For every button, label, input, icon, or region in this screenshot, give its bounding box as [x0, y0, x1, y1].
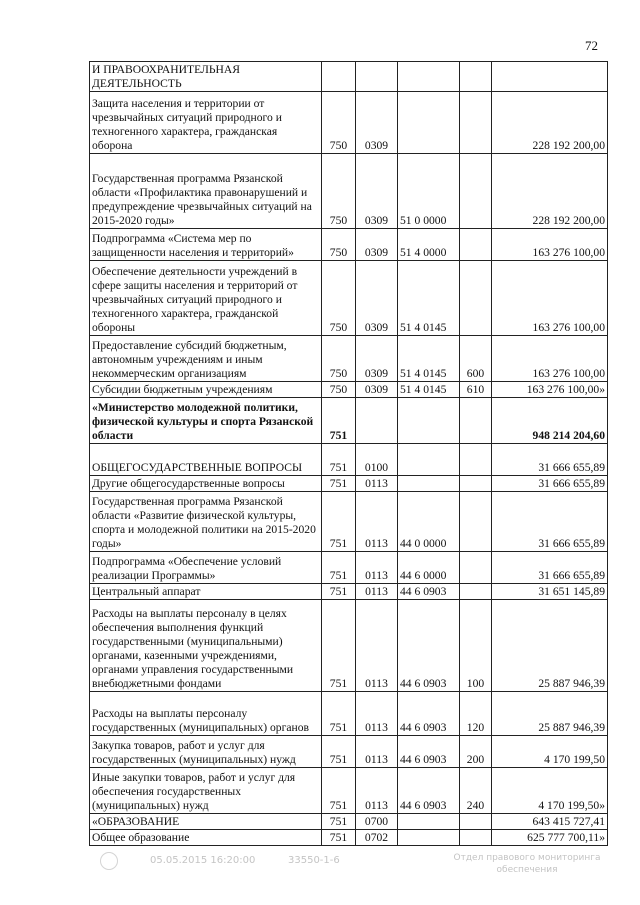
- row-vr: [460, 552, 492, 584]
- row-vr: [460, 261, 492, 336]
- row-vr: 120: [460, 692, 492, 736]
- row-sum: 4 170 199,50»: [492, 768, 608, 814]
- row-vr: [460, 476, 492, 492]
- row-vr: 600: [460, 336, 492, 382]
- row-csr: 51 4 0145: [398, 336, 460, 382]
- row-sum: 31 666 655,89: [492, 476, 608, 492]
- row-rz: [356, 398, 398, 444]
- row-csr: [398, 814, 460, 830]
- row-vr: [460, 492, 492, 552]
- row-csr: 44 6 0903: [398, 600, 460, 692]
- row-csr: [398, 444, 460, 476]
- footer-code: 33550-1-6: [288, 855, 340, 866]
- row-ved: 750: [322, 154, 356, 229]
- row-ved: 750: [322, 261, 356, 336]
- row-csr: [398, 62, 460, 92]
- row-vr: 200: [460, 736, 492, 768]
- table-row: [90, 62, 608, 92]
- row-ved: 751: [322, 444, 356, 476]
- row-vr: [460, 830, 492, 846]
- row-vr: 100: [460, 600, 492, 692]
- row-csr: 44 0 0000: [398, 492, 460, 552]
- row-name: Подпрограмма «Обеспечение условий реализации Программы»: [90, 552, 322, 584]
- row-rz: [356, 62, 398, 92]
- budget-table: [89, 61, 608, 846]
- row-sum: 25 887 946,39: [492, 600, 608, 692]
- row-vr: [460, 62, 492, 92]
- row-name: «ОБРАЗОВАНИЕ: [90, 814, 322, 830]
- row-csr: [398, 476, 460, 492]
- row-ved: 751: [322, 398, 356, 444]
- row-sum: 948 214 204,60: [492, 398, 608, 444]
- row-rz: 0113: [356, 584, 398, 600]
- row-rz: 0309: [356, 336, 398, 382]
- row-sum: 25 887 946,39: [492, 692, 608, 736]
- row-rz: 0113: [356, 768, 398, 814]
- table-row: [90, 444, 608, 476]
- table-row: [90, 552, 608, 584]
- row-name: Общее образование: [90, 830, 322, 846]
- row-ved: 751: [322, 736, 356, 768]
- row-rz: 0113: [356, 600, 398, 692]
- table-row: [90, 736, 608, 768]
- table-row: [90, 830, 608, 846]
- footer-note: [452, 852, 602, 876]
- row-name: ОБЩЕГОСУДАРСТВЕННЫЕ ВОПРОСЫ: [90, 444, 322, 476]
- row-ved: 750: [322, 229, 356, 261]
- row-sum: 228 192 200,00: [492, 92, 608, 154]
- row-name: Другие общегосударственные вопросы: [90, 476, 322, 492]
- table-row: [90, 229, 608, 261]
- row-rz: 0309: [356, 229, 398, 261]
- row-vr: 610: [460, 382, 492, 398]
- row-name: Центральный аппарат: [90, 584, 322, 600]
- row-vr: [460, 154, 492, 229]
- row-name: Обеспечение деятельности учреждений в сфере защиты населения и территорий от чрезвычайных ситуаций природного и техногенного характера, гражданской обороны: [90, 261, 322, 336]
- row-sum: 31 666 655,89: [492, 492, 608, 552]
- row-csr: 51 4 0000: [398, 229, 460, 261]
- row-rz: 0113: [356, 692, 398, 736]
- table-row: [90, 476, 608, 492]
- table-row: [90, 692, 608, 736]
- row-ved: 751: [322, 584, 356, 600]
- row-csr: 44 6 0903: [398, 584, 460, 600]
- row-sum: 625 777 700,11»: [492, 830, 608, 846]
- row-ved: 751: [322, 768, 356, 814]
- table-row: [90, 336, 608, 382]
- row-sum: 31 666 655,89: [492, 444, 608, 476]
- row-rz: 0113: [356, 552, 398, 584]
- table-row: [90, 92, 608, 154]
- row-rz: 0113: [356, 492, 398, 552]
- row-csr: 51 0 0000: [398, 154, 460, 229]
- row-csr: 51 4 0145: [398, 261, 460, 336]
- row-csr: [398, 92, 460, 154]
- row-name: Иные закупки товаров, работ и услуг для обеспечения государственных (муниципальных) нужд: [90, 768, 322, 814]
- row-vr: [460, 398, 492, 444]
- table-row: [90, 154, 608, 229]
- row-name: «Министерство молодежной политики, физической культуры и спорта Рязанской области: [90, 398, 322, 444]
- row-csr: 44 6 0903: [398, 768, 460, 814]
- row-csr: [398, 830, 460, 846]
- row-rz: 0700: [356, 814, 398, 830]
- row-csr: 51 4 0145: [398, 382, 460, 398]
- footer-date: 05.05.2015 16:20:00: [150, 855, 256, 866]
- row-name: Расходы на выплаты персоналу в целях обеспечения выполнения функций государственными (муниципальными) органами, казенными учреждениями, органами управления государственными внебюджетными фондами: [90, 600, 322, 692]
- row-sum: [492, 62, 608, 92]
- row-sum: 163 276 100,00: [492, 229, 608, 261]
- row-ved: 751: [322, 552, 356, 584]
- row-sum: 643 415 727,41: [492, 814, 608, 830]
- row-ved: 751: [322, 692, 356, 736]
- row-rz: 0309: [356, 92, 398, 154]
- row-rz: 0309: [356, 382, 398, 398]
- row-sum: 163 276 100,00: [492, 261, 608, 336]
- row-name: Государственная программа Рязанской области «Профилактика правонарушений и предупреждение чрезвычайных ситуаций на 2015-2020 годы»: [90, 154, 322, 229]
- table-row: [90, 814, 608, 830]
- row-ved: 751: [322, 492, 356, 552]
- stamp-icon: [100, 852, 118, 870]
- table-row: [90, 492, 608, 552]
- row-rz: 0309: [356, 261, 398, 336]
- row-vr: [460, 444, 492, 476]
- table-row: [90, 382, 608, 398]
- row-sum: 163 276 100,00»: [492, 382, 608, 398]
- footer-note-line1: Отдел правового мониторинга: [453, 853, 601, 863]
- row-name: Государственная программа Рязанской области «Развитие физической культуры, спорта и молодежной политики на 2015-2020 годы»: [90, 492, 322, 552]
- row-ved: 751: [322, 830, 356, 846]
- row-sum: 163 276 100,00: [492, 336, 608, 382]
- table-row: [90, 600, 608, 692]
- table-row: [90, 261, 608, 336]
- row-ved: 750: [322, 382, 356, 398]
- row-vr: [460, 92, 492, 154]
- row-name: Защита населения и территории от чрезвычайных ситуаций природного и техногенного характера, гражданская оборона: [90, 92, 322, 154]
- row-ved: 751: [322, 600, 356, 692]
- row-name: Закупка товаров, работ и услуг для государственных (муниципальных) нужд: [90, 736, 322, 768]
- row-name: Предоставление субсидий бюджетным, автономным учреждениям и иным некоммерческим организациям: [90, 336, 322, 382]
- row-csr: 44 6 0903: [398, 736, 460, 768]
- row-ved: 750: [322, 336, 356, 382]
- row-ved: [322, 62, 356, 92]
- row-vr: 240: [460, 768, 492, 814]
- row-sum: 228 192 200,00: [492, 154, 608, 229]
- row-name: И ПРАВООХРАНИТЕЛЬНАЯ ДЕЯТЕЛЬНОСТЬ: [90, 62, 322, 92]
- row-ved: 751: [322, 476, 356, 492]
- row-rz: 0309: [356, 154, 398, 229]
- row-vr: [460, 229, 492, 261]
- footer-note-line2: обеспечения: [496, 865, 558, 875]
- row-rz: 0113: [356, 476, 398, 492]
- row-vr: [460, 814, 492, 830]
- row-sum: 4 170 199,50: [492, 736, 608, 768]
- row-csr: 44 6 0903: [398, 692, 460, 736]
- row-sum: 31 651 145,89: [492, 584, 608, 600]
- row-rz: 0113: [356, 736, 398, 768]
- row-vr: [460, 584, 492, 600]
- row-name: Расходы на выплаты персоналу государственных (муниципальных) органов: [90, 692, 322, 736]
- page-footer: [100, 852, 620, 882]
- row-name: Субсидии бюджетным учреждениям: [90, 382, 322, 398]
- row-name: Подпрограмма «Система мер по защищенности населения и территорий»: [90, 229, 322, 261]
- table-row: [90, 398, 608, 444]
- row-csr: [398, 398, 460, 444]
- page-number: 72: [585, 38, 598, 53]
- row-ved: 750: [322, 92, 356, 154]
- row-rz: 0702: [356, 830, 398, 846]
- row-rz: 0100: [356, 444, 398, 476]
- table-row: [90, 584, 608, 600]
- row-csr: 44 6 0000: [398, 552, 460, 584]
- row-ved: 751: [322, 814, 356, 830]
- row-sum: 31 666 655,89: [492, 552, 608, 584]
- table-row: [90, 768, 608, 814]
